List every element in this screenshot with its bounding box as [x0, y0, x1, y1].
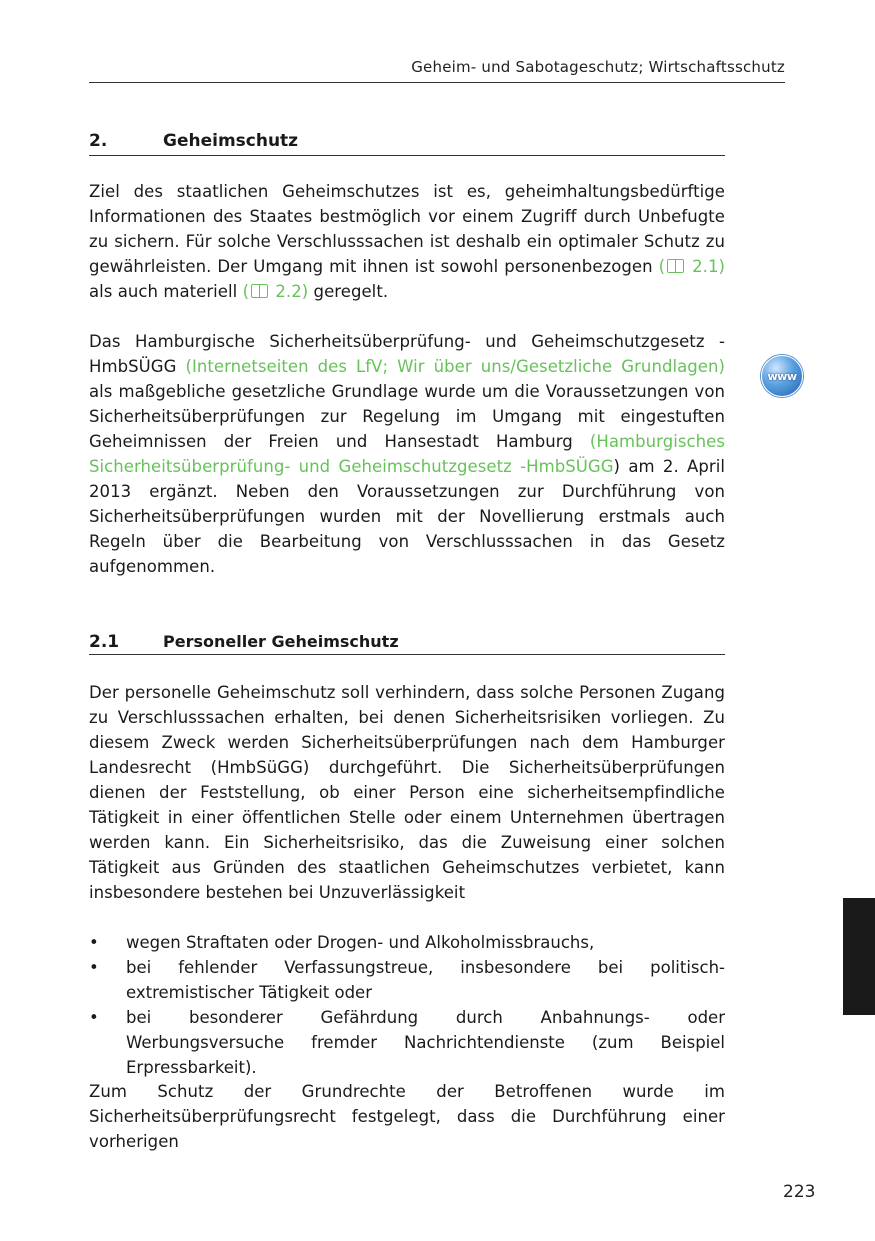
list-item: • bei fehlender Verfassungstreue, insbesondere bei politisch-extremistischer Tätigkeit oder — [89, 955, 725, 1005]
page-number: 223 — [783, 1182, 816, 1202]
bullet-icon: • — [89, 958, 99, 977]
book-reference-link-2-1[interactable]: ( 2.1) — [658, 257, 725, 276]
book-icon — [251, 284, 268, 298]
www-globe-icon[interactable]: www — [761, 355, 803, 397]
paragraph-text: Ziel des staatlichen Geheimschutzes ist es, geheimhaltungsbedürftige Informationen des Staates bestmöglich vor einem Zugriff durch Unbefugte zu sichern. Für solche Verschlusssachen ist deshalb ein optimaler Schutz zu gewährleisten. Der Umgang mit ihnen ist sowohl personenbezogen — [89, 182, 725, 276]
section-number: 2. — [89, 131, 108, 151]
bullet-icon: • — [89, 933, 99, 952]
book-reference-link-2-2[interactable]: ( 2.2) — [242, 282, 309, 301]
list-item: • wegen Straftaten oder Drogen- und Alkoholmissbrauchs, — [89, 930, 725, 955]
book-icon — [667, 259, 684, 273]
section-heading-geheimschutz — [89, 131, 725, 156]
bullet-list — [89, 930, 725, 1080]
list-item: • bei besonderer Gefährdung durch Anbahnungs- oder Werbungsversuche fremder Nachrichtendienste (zum Beispiel Erpressbarkeit). — [89, 1005, 725, 1080]
section-title: Geheimschutz — [163, 131, 299, 151]
bullet-icon: • — [89, 1008, 99, 1027]
section-title: Personeller Geheimschutz — [163, 632, 399, 651]
paragraph-personeller-geheimschutz: Der personelle Geheimschutz soll verhindern, dass solche Personen Zugang zu Verschlusssachen erhalten, bei denen Sicherheitsrisiken vorliegen. Zu diesem Zweck werden Sicherheitsüberprüfungen nach dem Hamburger Landesrecht (HmbSüGG) durchgeführt. Die Sicherheitsüberprüfungen dienen der Feststellung, ob einer Person eine sicherheitsempfindliche Tätigkeit in einer öffentlichen Stelle oder einem Unternehmen übertragen werden kann. Ein Sicherheitsrisiko, das die Zuweisung einer solchen Tätigkeit aus Gründen des staatlichen Geheimschutzes verbietet, kann insbesondere bestehen bei Unzuverlässigkeit — [89, 683, 725, 902]
chapter-thumb-tab — [843, 898, 875, 1015]
running-head: Geheim- und Sabotageschutz; Wirtschaftsschutz — [89, 58, 785, 83]
section-heading-personeller-geheimschutz — [89, 632, 725, 655]
paragraph-intro: Ziel des staatlichen Geheimschutzes ist es, geheimhaltungsbedürftige Informationen des Staates bestmöglich vor einem Zugriff durch Unbefugte zu sichern. Für solche Verschlusssachen ist deshalb ein optimaler Schutz zu gewährleisten. Der Umgang mit ihnen ist sowohl personenbezogen ( 2.1) als auch materiell ( 2.2) geregelt. — [89, 182, 725, 301]
link-lfv-internetseiten[interactable]: (Internetseiten des LfV; Wir über uns/Gesetzliche Grundlagen) — [185, 357, 725, 376]
section-number: 2.1 — [89, 632, 120, 652]
paragraph-grundrechte: Zum Schutz der Grundrechte der Betroffenen wurde im Sicherheitsüberprüfungsrecht festgelegt, dass die Durchführung einer vorherigen — [89, 1082, 725, 1151]
link-hmbsuegg[interactable]: (Hamburgisches Sicherheitsüberprüfung- und Geheimschutzgesetz -HmbSÜGG — [89, 432, 725, 476]
paragraph-hmbsuegg: Das Hamburgische Sicherheitsüberprüfung- und Geheimschutzgesetz -HmbSÜGG (Internetseiten des LfV; Wir über uns/Gesetzliche Grundlagen) als maßgebliche gesetzliche Grundlage wurde um die Voraussetzungen von Sicherheitsüberprüfungen zur Regelung im Umgang mit eingestuften Geheimnissen der Freien und Hansestadt Hamburg (Hamburgisches Sicherheitsüberprüfung- und Geheimschutzgesetz -HmbSÜGG) am 2. April 2013 ergänzt. Neben den Voraussetzungen zur Durchführung von Sicherheitsüberprüfungen wurden mit der Novellierung erstmals auch Regeln über die Bearbeitung von Verschlusssachen in das Gesetz aufgenommen. — [89, 332, 726, 576]
